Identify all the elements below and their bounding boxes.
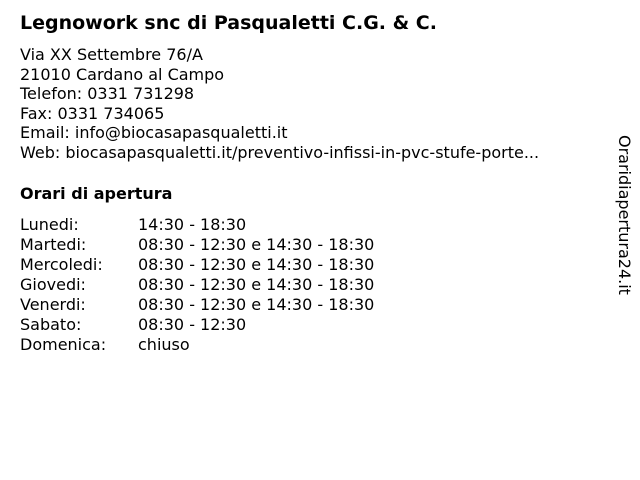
- business-name: Legnowork snc di Pasqualetti C.G. & C.: [20, 12, 437, 34]
- time-value: 08:30 - 12:30 e 14:30 - 18:30: [138, 275, 375, 294]
- time-value: 08:30 - 12:30: [138, 315, 247, 334]
- time-value: chiuso: [138, 335, 190, 354]
- time-value: 08:30 - 12:30 e 14:30 - 18:30: [138, 235, 375, 254]
- email-address[interactable]: Email: info@biocasapasqualetti.it: [20, 123, 288, 142]
- fax-number: Fax: 0331 734065: [20, 103, 165, 123]
- time-value: 08:30 - 12:30 e 14:30 - 18:30: [138, 255, 375, 274]
- day-label: Giovedi:: [20, 275, 86, 294]
- hours-row: [20, 235, 440, 255]
- opening-hours-table: [20, 215, 440, 355]
- day-label: Domenica:: [20, 335, 107, 354]
- hours-row: [20, 295, 440, 315]
- time-value: 14:30 - 18:30: [138, 215, 247, 234]
- hours-heading: Orari di apertura: [20, 184, 173, 203]
- day-label: Lunedi:: [20, 215, 79, 234]
- hours-row: [20, 335, 440, 355]
- hours-row: [20, 315, 440, 335]
- website-link[interactable]: Web: biocasapasqualetti.it/preventivo-infissi-in-pvc-stufe-porte...: [20, 142, 540, 162]
- site-watermark: Oraridiapertura24.it: [615, 135, 634, 295]
- hours-row: [20, 275, 440, 295]
- contact-info: [20, 45, 539, 162]
- hours-row: [20, 255, 440, 275]
- phone-number[interactable]: Telefon: 0331 731298: [20, 84, 195, 103]
- hours-row: [20, 215, 440, 235]
- time-value: 08:30 - 12:30 e 14:30 - 18:30: [138, 295, 375, 314]
- address-street: Via XX Settembre 76/A: [20, 45, 203, 64]
- day-label: Mercoledi:: [20, 255, 103, 274]
- address-city: 21010 Cardano al Campo: [20, 64, 225, 84]
- day-label: Martedi:: [20, 235, 87, 254]
- day-label: Venerdi:: [20, 295, 86, 314]
- day-label: Sabato:: [20, 315, 82, 334]
